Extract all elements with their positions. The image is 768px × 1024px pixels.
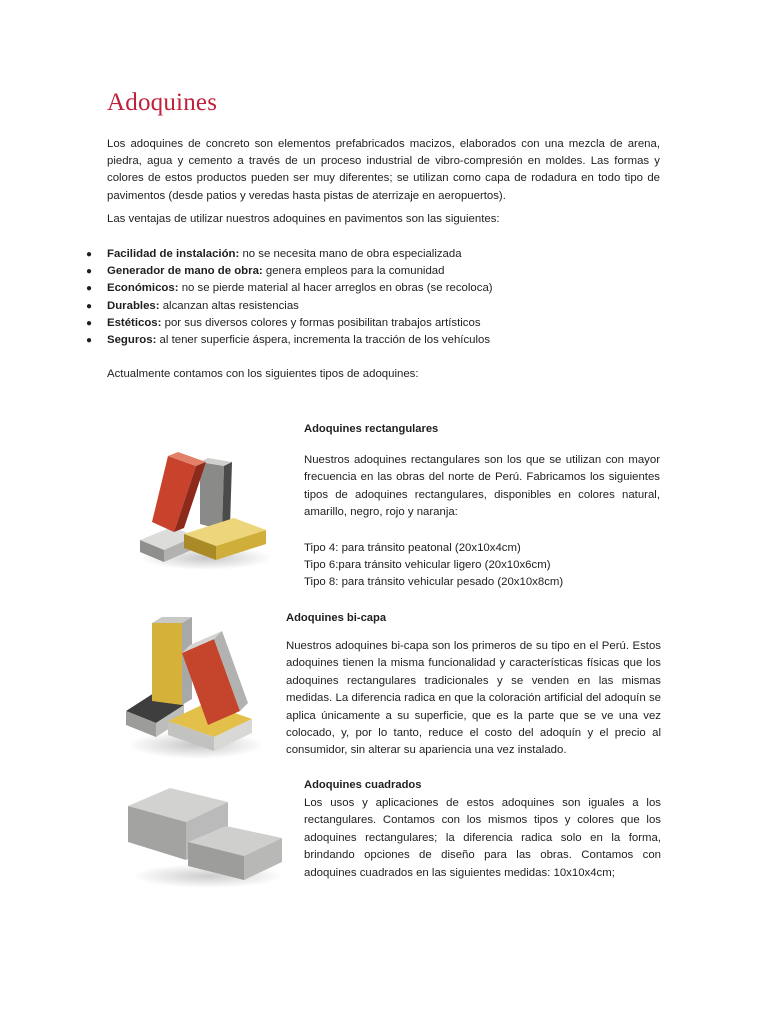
advantages-list	[86, 246, 493, 349]
section-body: Nuestros adoquines rectangulares son los que se utilizan con mayor frecuencia en las obras del norte de Perú. Fabricamos los siguientes tipos de adoquines rectangulares, disponibles en colores natural, amarillo, negro, rojo y naranja:	[304, 454, 660, 519]
advantage-text: no se necesita mano de obra especializada	[242, 248, 462, 260]
advantage-term: Seguros:	[107, 333, 157, 346]
advantage-text: al tener superficie áspera, incrementa la tracción de los vehículos	[159, 333, 491, 346]
list-item	[86, 280, 493, 297]
advantage-term: Estéticos:	[107, 316, 162, 329]
advantages-lead: Las ventajas de utilizar nuestros adoquines en pavimentos son las siguientes:	[107, 213, 500, 225]
bullet-icon: ●	[86, 317, 93, 329]
section-rectangular	[304, 421, 660, 592]
section-heading: Adoquines cuadrados	[304, 779, 422, 791]
list-item	[86, 246, 493, 263]
list-item: Tipo 6:para tránsito vehicular ligero (20x10x6cm)	[304, 559, 551, 572]
advantage-term: Económicos:	[107, 282, 179, 295]
section-body: Los usos y aplicaciones de estos adoquines son iguales a los rectangulares. Contamos con los mismos tipos y colores que los adoquines rectangulares; la diferencia radica solo en la forma, brindando opciones de diseño para las obras. Contamos con adoquines cuadrados en las siguientes medidas: 10x10x4cm;	[304, 797, 661, 879]
advantage-text: alcanzan altas resistencias	[162, 299, 299, 312]
dark-brick-face	[200, 462, 224, 530]
type-list	[304, 540, 660, 592]
list-item	[86, 298, 493, 315]
section-heading: Adoquines rectangulares	[304, 423, 439, 435]
types-lead: Actualmente contamos con los siguientes tipos de adoquines:	[107, 368, 419, 380]
list-item: Tipo 4: para tránsito peatonal (20x10x4cm)	[304, 541, 521, 554]
rectangular-pavers-image	[134, 452, 272, 577]
section-bicapa	[286, 610, 661, 760]
intro-paragraph: Los adoquines de concreto son elementos prefabricados macizos, elaborados con una mezcla de arena, piedra, agua y cemento a través de un proceso industrial de vibro-compresión en moldes. Las formas y colores de estos productos pueden ser muy diferentes; se utilizan como capa de rodadura en todo tipo de pavimentos (desde patios y veredas hasta pistas de aterrizaje en aeropuertos).	[107, 138, 660, 202]
bullet-icon: ●	[86, 283, 93, 295]
list-item	[86, 263, 493, 280]
advantage-text: genera empleos para la comunidad	[265, 265, 445, 278]
advantage-term: Facilidad de instalación:	[107, 248, 240, 260]
list-item: Tipo 8: para tránsito vehicular pesado (20x10x8cm)	[304, 576, 564, 589]
bullet-icon: ●	[86, 300, 93, 312]
section-body: Nuestros adoquines bi-capa son los primeros de su tipo en el Perú. Estos adoquines tienen la misma funcionalidad y características físicas que los adoquines rectangulares tradicionales y se venden en las mismas medidas. La diferencia radica en que la coloración artificial del adoquín se aplica únicamente a su superficie, que es la parte que se ve una vez colocado, y, por lo tanto, reduce el costo del adoquín y el precio al consumidor, sin alterar su apariencia una vez instalado.	[286, 640, 661, 757]
advantage-text: no se pierde material al hacer arreglos en obras (se recoloca)	[181, 282, 493, 295]
section-heading: Adoquines bi-capa	[286, 612, 387, 624]
bicapa-pavers-image	[122, 613, 264, 765]
advantage-term: Generador de mano de obra:	[107, 265, 263, 278]
bullet-icon: ●	[86, 266, 93, 278]
list-item	[86, 332, 493, 349]
bullet-icon: ●	[86, 334, 93, 346]
page-title: Adoquines	[107, 89, 218, 116]
section-square	[304, 777, 661, 882]
list-item	[86, 315, 493, 332]
bullet-icon: ●	[86, 249, 93, 260]
square-pavers-image	[124, 780, 286, 892]
yellow-brick-face	[152, 623, 182, 705]
advantage-text: por sus diversos colores y formas posibilitan trabajos artísticos	[164, 316, 481, 329]
advantage-term: Durables:	[107, 299, 160, 312]
